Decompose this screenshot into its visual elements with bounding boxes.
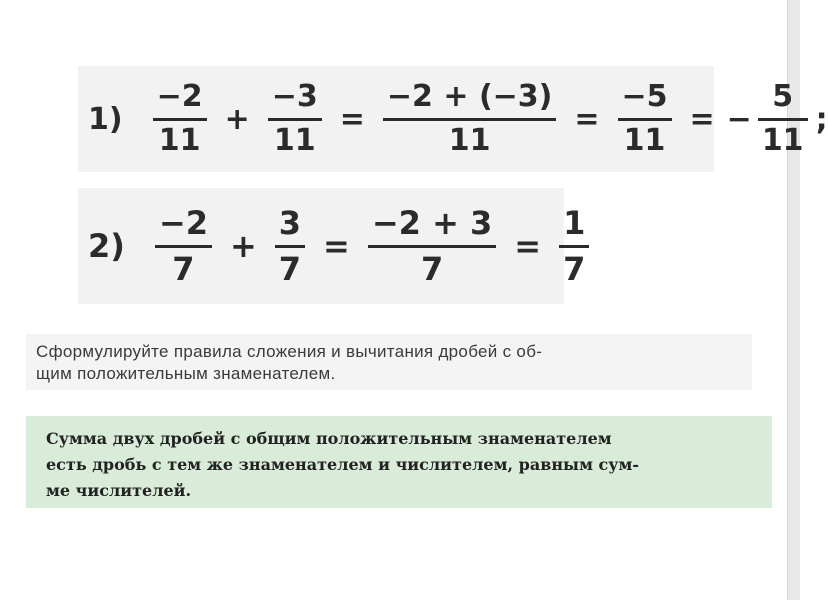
equals-sign: = — [323, 227, 350, 265]
denominator: 11 — [158, 122, 201, 158]
equation-2 — [78, 205, 595, 288]
equals-sign: = — [339, 101, 365, 137]
fraction-bar — [559, 245, 589, 248]
rule-line-1: Сумма двух дробей с общим положительным знаменателем — [46, 429, 612, 448]
fraction-bar — [153, 118, 207, 121]
rule-line-2: есть дробь с тем же знаменателем и числителем, равным сум- — [46, 455, 640, 474]
numerator: 1 — [563, 203, 586, 242]
equals-sign: = — [689, 101, 715, 137]
fraction-2 — [275, 205, 305, 288]
fraction-bar — [383, 118, 556, 121]
equation-2-panel — [78, 188, 586, 304]
denominator: 7 — [420, 249, 444, 288]
denominator: 7 — [172, 249, 195, 288]
denominator: 11 — [761, 122, 804, 158]
numerator: −3 — [271, 79, 318, 114]
numerator: −2 + 3 — [371, 203, 493, 242]
denominator: 11 — [623, 122, 666, 158]
fraction-1 — [155, 205, 212, 288]
numerator: 3 — [278, 203, 302, 242]
fraction-bar — [758, 118, 808, 121]
numerator: −2 — [158, 203, 208, 242]
semicolon: ; — [815, 101, 828, 137]
rule-line-3: ме числителей. — [46, 481, 192, 500]
fraction-3 — [383, 80, 556, 158]
fraction-1 — [153, 80, 207, 158]
numerator: 5 — [772, 79, 794, 114]
fraction-bar — [618, 118, 672, 121]
denominator: 11 — [273, 122, 316, 158]
question-line-1: Сформулируйте правила сложения и вычитания дробей с об- — [36, 342, 543, 361]
numerator: −2 + (−3) — [386, 79, 553, 114]
equation-1 — [78, 80, 828, 158]
numerator: −5 — [621, 79, 668, 114]
denominator: 7 — [563, 249, 586, 288]
fraction-5 — [758, 80, 808, 158]
fraction-3 — [368, 205, 496, 288]
fraction-bar — [368, 245, 496, 248]
rule-text-box — [26, 416, 772, 508]
denominator: 11 — [448, 122, 491, 158]
fraction-bar — [275, 245, 305, 248]
equals-sign: = — [574, 101, 600, 137]
minus-sign: − — [726, 101, 752, 137]
equation-2-label: 2) — [88, 227, 125, 265]
plus-sign: + — [229, 227, 257, 265]
fraction-bar — [268, 118, 322, 121]
equation-1-panel — [78, 66, 828, 172]
fraction-2 — [268, 80, 322, 158]
question-text-box — [26, 334, 752, 390]
fraction-bar — [155, 245, 212, 248]
denominator: 7 — [278, 249, 302, 288]
fraction-4 — [559, 205, 589, 288]
question-line-2: щим положительным знаменателем. — [36, 364, 336, 383]
numerator: −2 — [156, 79, 203, 114]
plus-sign: + — [224, 101, 250, 137]
equals-sign: = — [514, 227, 542, 265]
fraction-4 — [618, 80, 672, 158]
equation-1-label: 1) — [88, 101, 123, 137]
